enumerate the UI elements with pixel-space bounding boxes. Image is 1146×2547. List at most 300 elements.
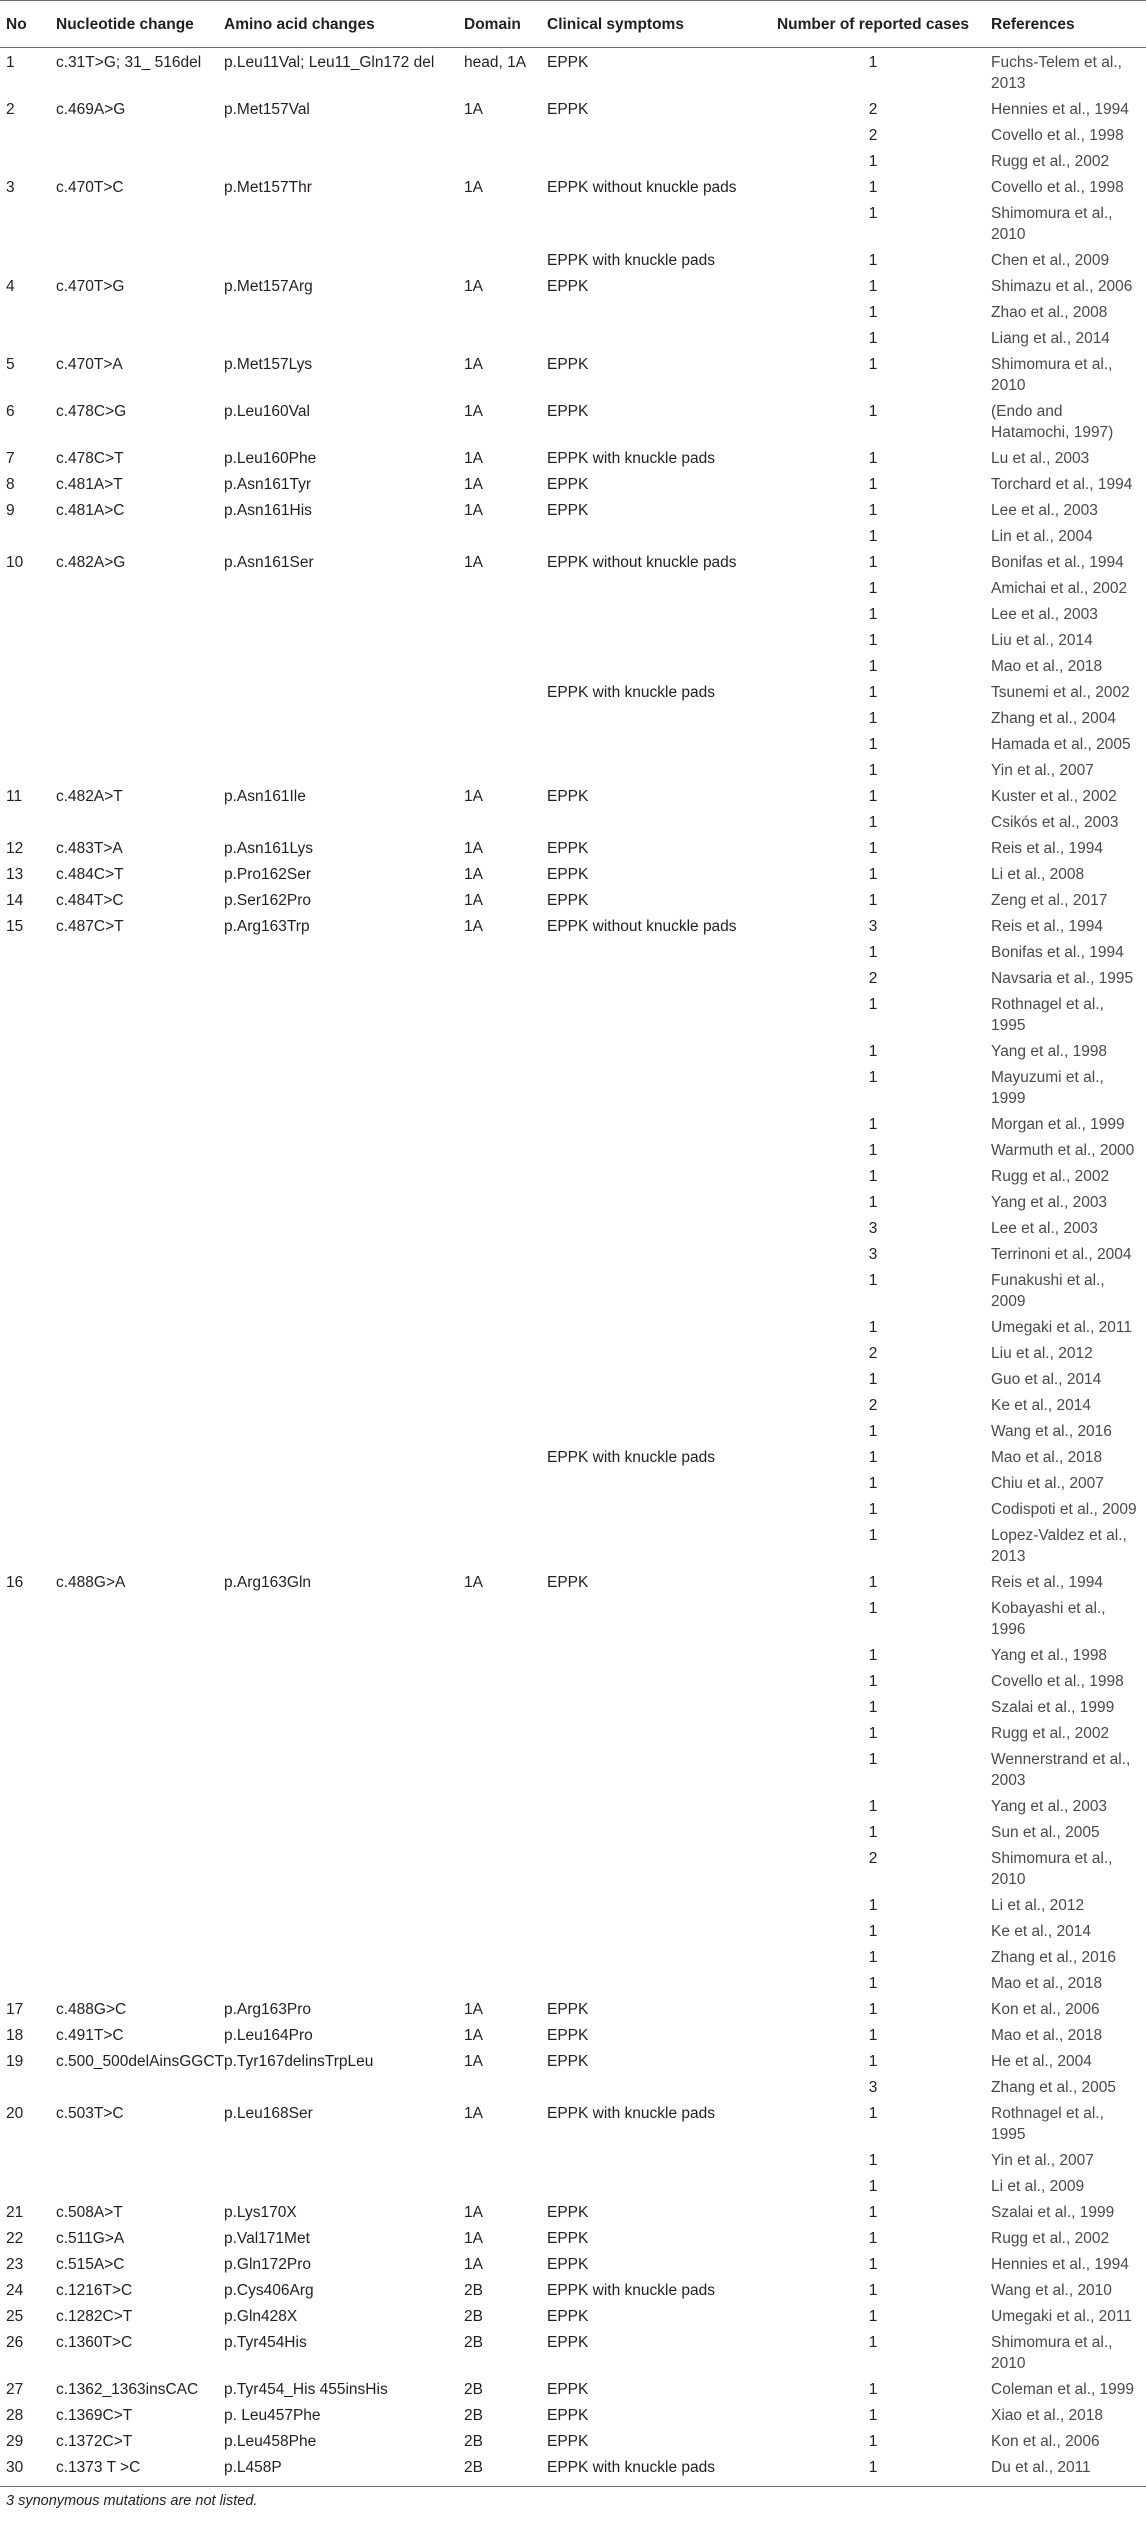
cell-clinical-symptoms: EPPK: [547, 2204, 589, 2221]
cell-amino-acid-changes: [218, 2146, 458, 2172]
cell-reported-cases: 1: [868, 1272, 878, 1289]
table-row: [0, 990, 1146, 1037]
cell-nucleotide-change: [50, 1214, 218, 1240]
cell-nucleotide-change: [50, 626, 218, 652]
cell-nucleotide-change: [50, 1443, 218, 1469]
cell-nucleotide-change: [50, 1693, 218, 1719]
cell-reported-cases: 1: [868, 153, 878, 170]
cell-reported-cases: 1: [868, 1824, 878, 1841]
cell-clinical-symptoms: [541, 1240, 761, 1266]
cell-amino-acid-changes: [218, 1162, 458, 1188]
cell-reference: Yin et al., 2007: [991, 2152, 1094, 2169]
cell-clinical-symptoms: EPPK with knuckle pads: [547, 450, 716, 467]
cell-domain: [458, 1792, 541, 1818]
cell-amino-acid-changes: p.Met157Arg: [224, 278, 313, 295]
cell-clinical-symptoms: [541, 730, 761, 756]
cell-clinical-symptoms: EPPK: [547, 866, 589, 883]
table-row: [0, 574, 1146, 600]
table-row: [0, 2073, 1146, 2099]
cell-clinical-symptoms: [541, 2172, 761, 2198]
cell-clinical-symptoms: [541, 1469, 761, 1495]
cell-clinical-symptoms: EPPK without knuckle pads: [547, 179, 737, 196]
cell-amino-acid-changes: [218, 147, 458, 173]
cell-no: [0, 1266, 50, 1313]
cell-reference: Chiu et al., 2007: [991, 1475, 1104, 1492]
table-footnote: 3 synonymous mutations are not listed.: [6, 2493, 258, 2509]
cell-domain: [458, 1188, 541, 1214]
table-row: [0, 95, 1146, 121]
cell-clinical-symptoms: [541, 704, 761, 730]
cell-reported-cases: 1: [868, 356, 878, 373]
cell-clinical-symptoms: [541, 1266, 761, 1313]
cell-clinical-symptoms: [541, 2073, 761, 2099]
cell-clinical-symptoms: [541, 1719, 761, 1745]
cell-domain: [458, 1063, 541, 1110]
cell-nucleotide-change: c.1360T>C: [56, 2334, 133, 2351]
cell-domain: [458, 121, 541, 147]
cell-reference: Mao et al., 2018: [991, 1975, 1103, 1992]
cell-reported-cases: 1: [868, 205, 878, 222]
cell-reported-cases: 2: [868, 970, 878, 987]
cell-no: [0, 1719, 50, 1745]
table-row: [0, 1365, 1146, 1391]
cell-nucleotide-change: [50, 1792, 218, 1818]
cell-reference: Szalai et al., 1999: [991, 1699, 1115, 1716]
cell-amino-acid-changes: p.Arg163Trp: [224, 918, 310, 935]
cell-domain: [458, 522, 541, 548]
cell-no: 21: [6, 2204, 24, 2221]
cell-no: 27: [6, 2381, 24, 2398]
cell-reference: Covello et al., 1998: [991, 179, 1124, 196]
cell-reported-cases: 1: [868, 330, 878, 347]
cell-reported-cases: 1: [868, 2407, 878, 2424]
cell-reference: Wang et al., 2010: [991, 2282, 1112, 2299]
cell-no: 2: [6, 101, 15, 118]
cell-amino-acid-changes: p.Asn161Lys: [224, 840, 314, 857]
table-row: [0, 1266, 1146, 1313]
cell-nucleotide-change: [50, 600, 218, 626]
cell-clinical-symptoms: EPPK without knuckle pads: [547, 554, 737, 571]
table-row: [0, 1443, 1146, 1469]
table-row: [0, 1891, 1146, 1917]
cell-amino-acid-changes: p.Arg163Pro: [224, 2001, 312, 2018]
cell-amino-acid-changes: p. Leu457Phe: [224, 2407, 321, 2424]
cell-clinical-symptoms: [541, 1136, 761, 1162]
cell-no: [0, 1594, 50, 1641]
cell-domain: 1A: [464, 2230, 483, 2247]
cell-clinical-symptoms: [541, 1162, 761, 1188]
cell-domain: 1A: [464, 554, 483, 571]
cell-amino-acid-changes: [218, 1214, 458, 1240]
cell-no: [0, 1313, 50, 1339]
cell-no: 13: [6, 866, 24, 883]
header-nucleotide-change: Nucleotide change: [50, 1, 218, 48]
cell-no: [0, 808, 50, 834]
cell-clinical-symptoms: EPPK: [547, 2001, 589, 2018]
cell-amino-acid-changes: [218, 1641, 458, 1667]
cell-reported-cases: 1: [868, 1647, 878, 1664]
cell-domain: 2B: [464, 2407, 483, 2424]
cell-amino-acid-changes: [218, 2172, 458, 2198]
cell-reported-cases: 1: [868, 1923, 878, 1940]
cell-no: [0, 756, 50, 782]
table-row: [0, 1844, 1146, 1891]
cell-clinical-symptoms: [541, 1667, 761, 1693]
cell-domain: [458, 808, 541, 834]
cell-reported-cases: 1: [868, 1501, 878, 1518]
table-row: [0, 2021, 1146, 2047]
cell-clinical-symptoms: [541, 147, 761, 173]
cell-reported-cases: 1: [868, 450, 878, 467]
cell-domain: [458, 2172, 541, 2198]
cell-reported-cases: 1: [868, 580, 878, 597]
cell-domain: [458, 298, 541, 324]
cell-reported-cases: 1: [868, 1574, 878, 1591]
cell-reported-cases: 1: [868, 788, 878, 805]
cell-no: 4: [6, 278, 15, 295]
cell-amino-acid-changes: [218, 1188, 458, 1214]
cell-reference: Yang et al., 2003: [991, 1798, 1108, 1815]
cell-no: [0, 1417, 50, 1443]
cell-reported-cases: 1: [868, 2001, 878, 2018]
table-row: [0, 1917, 1146, 1943]
cell-no: [0, 1969, 50, 1995]
cell-no: [0, 2172, 50, 2198]
cell-reported-cases: 1: [868, 606, 878, 623]
cell-amino-acid-changes: p.Met157Val: [224, 101, 310, 118]
table-row: [0, 1240, 1146, 1266]
cell-clinical-symptoms: [541, 1745, 761, 1792]
cell-domain: [458, 1693, 541, 1719]
table-row: [0, 1719, 1146, 1745]
cell-no: 29: [6, 2433, 24, 2450]
table-row: [0, 522, 1146, 548]
cell-no: 3: [6, 179, 15, 196]
cell-amino-acid-changes: [218, 1943, 458, 1969]
cell-domain: [458, 938, 541, 964]
cell-no: 19: [6, 2053, 24, 2070]
cell-domain: [458, 1417, 541, 1443]
cell-amino-acid-changes: [218, 1844, 458, 1891]
cell-domain: [458, 1745, 541, 1792]
cell-no: [0, 1641, 50, 1667]
cell-reference: Xiao et al., 2018: [991, 2407, 1104, 2424]
cell-amino-acid-changes: p.Asn161His: [224, 502, 312, 519]
table-row: [0, 324, 1146, 350]
cell-nucleotide-change: c.481A>T: [56, 476, 123, 493]
cell-amino-acid-changes: [218, 324, 458, 350]
cell-reference: Liang et al., 2014: [991, 330, 1110, 347]
cell-domain: 1A: [464, 502, 483, 519]
table-row: [0, 350, 1146, 397]
cell-nucleotide-change: c.482A>T: [56, 788, 123, 805]
cell-reported-cases: 1: [868, 1194, 878, 1211]
cell-no: [0, 1745, 50, 1792]
cell-clinical-symptoms: EPPK: [547, 356, 589, 373]
cell-nucleotide-change: [50, 522, 218, 548]
cell-clinical-symptoms: EPPK: [547, 502, 589, 519]
cell-amino-acid-changes: [218, 808, 458, 834]
cell-clinical-symptoms: EPPK: [547, 2256, 589, 2273]
cell-clinical-symptoms: EPPK with knuckle pads: [547, 1449, 716, 1466]
cell-domain: [458, 1667, 541, 1693]
cell-nucleotide-change: [50, 1417, 218, 1443]
cell-reported-cases: 1: [868, 762, 878, 779]
cell-reference: Coleman et al., 1999: [991, 2381, 1135, 2398]
cell-domain: [458, 652, 541, 678]
cell-clinical-symptoms: EPPK: [547, 54, 589, 71]
cell-clinical-symptoms: [541, 1693, 761, 1719]
cell-nucleotide-change: c.1362_1363insCAC: [56, 2381, 199, 2398]
cell-reported-cases: 1: [868, 710, 878, 727]
table-row: [0, 938, 1146, 964]
cell-reference: Umegaki et al., 2011: [991, 2308, 1133, 2325]
cell-reference: Rugg et al., 2002: [991, 153, 1110, 170]
cell-amino-acid-changes: [218, 756, 458, 782]
cell-reference: Yin et al., 2007: [991, 762, 1094, 779]
table-row: [0, 652, 1146, 678]
cell-domain: [458, 1266, 541, 1313]
header-reported-cases: Number of reported cases: [761, 1, 985, 48]
table-row: [0, 1495, 1146, 1521]
cell-nucleotide-change: c.469A>G: [56, 101, 126, 118]
cell-reference: Yang et al., 2003: [991, 1194, 1108, 1211]
cell-clinical-symptoms: [541, 1037, 761, 1063]
cell-domain: [458, 2073, 541, 2099]
cell-nucleotide-change: c.491T>C: [56, 2027, 124, 2044]
cell-no: 24: [6, 2282, 24, 2299]
cell-reported-cases: 1: [868, 1449, 878, 1466]
cell-amino-acid-changes: [218, 626, 458, 652]
cell-reported-cases: 1: [868, 1673, 878, 1690]
cell-amino-acid-changes: p.Leu11Val; Leu11_Gln172 del: [224, 54, 435, 71]
cell-reference: Zhang et al., 2005: [991, 2079, 1116, 2096]
cell-domain: 1A: [464, 179, 483, 196]
cell-clinical-symptoms: EPPK with knuckle pads: [547, 2282, 716, 2299]
cell-reported-cases: 1: [868, 944, 878, 961]
cell-amino-acid-changes: [218, 704, 458, 730]
cell-reference: He et al., 2004: [991, 2053, 1092, 2070]
cell-nucleotide-change: c.478C>G: [56, 403, 127, 420]
cell-no: 17: [6, 2001, 24, 2018]
cell-clinical-symptoms: EPPK: [547, 2334, 589, 2351]
cell-nucleotide-change: c.503T>C: [56, 2105, 124, 2122]
table-row: [0, 808, 1146, 834]
cell-reference: Mao et al., 2018: [991, 658, 1103, 675]
cell-domain: [458, 704, 541, 730]
table-row: [0, 730, 1146, 756]
cell-reported-cases: 1: [868, 252, 878, 269]
cell-no: 25: [6, 2308, 24, 2325]
cell-nucleotide-change: [50, 1844, 218, 1891]
table-row: [0, 1969, 1146, 1995]
cell-clinical-symptoms: [541, 626, 761, 652]
cell-reference: Csikós et al., 2003: [991, 814, 1119, 831]
cell-amino-acid-changes: p.Leu164Pro: [224, 2027, 313, 2044]
cell-nucleotide-change: [50, 1037, 218, 1063]
cell-domain: [458, 600, 541, 626]
cell-nucleotide-change: [50, 1063, 218, 1110]
cell-no: 26: [6, 2334, 24, 2351]
cell-reference: Amichai et al., 2002: [991, 580, 1128, 597]
cell-reference: Kon et al., 2006: [991, 2001, 1100, 2018]
cell-no: [0, 1063, 50, 1110]
cell-reference: Reis et al., 1994: [991, 1574, 1104, 1591]
cell-clinical-symptoms: [541, 1188, 761, 1214]
cell-reference: Yang et al., 1998: [991, 1647, 1108, 1664]
cell-reported-cases: 3: [868, 2079, 878, 2096]
table-row: [0, 2427, 1146, 2453]
cell-reference: Zeng et al., 2017: [991, 892, 1108, 909]
cell-reported-cases: 1: [868, 1168, 878, 1185]
cell-no: [0, 1443, 50, 1469]
cell-domain: [458, 1844, 541, 1891]
cell-reported-cases: 1: [868, 736, 878, 753]
cell-domain: [458, 1917, 541, 1943]
cell-reported-cases: 1: [868, 840, 878, 857]
cell-nucleotide-change: c.482A>G: [56, 554, 126, 571]
cell-no: [0, 1844, 50, 1891]
cell-nucleotide-change: [50, 199, 218, 246]
cell-nucleotide-change: [50, 1110, 218, 1136]
cell-nucleotide-change: c.515A>C: [56, 2256, 125, 2273]
header-clinical-symptoms: Clinical symptoms: [541, 1, 761, 48]
cell-reference: Liu et al., 2012: [991, 1345, 1093, 1362]
cell-amino-acid-changes: p.Leu458Phe: [224, 2433, 317, 2450]
cell-nucleotide-change: [50, 938, 218, 964]
cell-amino-acid-changes: [218, 1136, 458, 1162]
cell-nucleotide-change: [50, 990, 218, 1037]
cell-reported-cases: 1: [868, 1527, 878, 1544]
cell-no: [0, 199, 50, 246]
cell-amino-acid-changes: [218, 522, 458, 548]
header-amino-acid-changes: Amino acid changes: [218, 1, 458, 48]
cell-domain: [458, 1240, 541, 1266]
cell-domain: [458, 199, 541, 246]
cell-reference: Rugg et al., 2002: [991, 2230, 1110, 2247]
cell-nucleotide-change: c.508A>T: [56, 2204, 123, 2221]
cell-no: 18: [6, 2027, 24, 2044]
cell-domain: 2B: [464, 2433, 483, 2450]
cell-clinical-symptoms: EPPK with knuckle pads: [547, 684, 716, 701]
table-row: [0, 1667, 1146, 1693]
table-row: [0, 834, 1146, 860]
cell-domain: 2B: [458, 2453, 541, 2487]
cell-clinical-symptoms: [541, 574, 761, 600]
cell-no: [0, 246, 50, 272]
cell-reported-cases: 3: [868, 1246, 878, 1263]
cell-no: [0, 1469, 50, 1495]
table-row: [0, 1110, 1146, 1136]
cell-no: 28: [6, 2407, 24, 2424]
cell-reported-cases: 1: [868, 502, 878, 519]
cell-reported-cases: 1: [868, 2204, 878, 2221]
cell-clinical-symptoms: EPPK: [547, 2433, 589, 2450]
table-row: [0, 1469, 1146, 1495]
cell-reference: Navsaria et al., 1995: [991, 970, 1134, 987]
cell-reference: Codispoti et al., 2009: [991, 1501, 1137, 1518]
cell-reference: Lee et al., 2003: [991, 502, 1098, 519]
cell-clinical-symptoms: [541, 1063, 761, 1110]
cell-reference: Morgan et al., 1999: [991, 1116, 1125, 1133]
table-row: [0, 782, 1146, 808]
cell-reference: Tsunemi et al., 2002: [991, 684, 1130, 701]
cell-amino-acid-changes: [218, 1339, 458, 1365]
cell-clinical-symptoms: [541, 1844, 761, 1891]
cell-domain: [458, 1162, 541, 1188]
cell-domain: 2B: [464, 2334, 483, 2351]
cell-no: [0, 574, 50, 600]
cell-clinical-symptoms: [541, 1391, 761, 1417]
cell-no: [0, 1943, 50, 1969]
cell-amino-acid-changes: p.Tyr167delinsTrpLeu: [224, 2053, 374, 2070]
table-row: [0, 2224, 1146, 2250]
cell-nucleotide-change: [50, 730, 218, 756]
cell-no: [0, 1188, 50, 1214]
cell-clinical-symptoms: [541, 1891, 761, 1917]
cell-amino-acid-changes: [218, 1969, 458, 1995]
cell-reported-cases: 3: [868, 1220, 878, 1237]
cell-no: [0, 1521, 50, 1568]
cell-amino-acid-changes: [218, 1495, 458, 1521]
cell-nucleotide-change: [50, 1818, 218, 1844]
cell-amino-acid-changes: [218, 1365, 458, 1391]
cell-clinical-symptoms: [541, 1594, 761, 1641]
cell-domain: 1A: [464, 403, 483, 420]
table-header-row: [0, 1, 1146, 48]
cell-no: 22: [6, 2230, 24, 2247]
cell-no: [0, 324, 50, 350]
cell-reference: (Endo and Hatamochi, 1997): [991, 403, 1114, 441]
cell-reference: Wang et al., 2016: [991, 1423, 1112, 1440]
cell-no: [0, 1136, 50, 1162]
cell-no: [0, 626, 50, 652]
cell-domain: [458, 324, 541, 350]
cell-reference: Ke et al., 2014: [991, 1397, 1091, 1414]
table-row: [0, 121, 1146, 147]
cell-amino-acid-changes: [218, 1693, 458, 1719]
cell-clinical-symptoms: EPPK: [547, 788, 589, 805]
cell-domain: 1A: [464, 278, 483, 295]
cell-reported-cases: 1: [868, 1949, 878, 1966]
cell-amino-acid-changes: p.Tyr454His: [224, 2334, 307, 2351]
cell-domain: [458, 1719, 541, 1745]
cell-reported-cases: 1: [761, 2453, 985, 2487]
cell-clinical-symptoms: EPPK: [547, 2407, 589, 2424]
table-row: [0, 1313, 1146, 1339]
cell-domain: [458, 1594, 541, 1641]
cell-nucleotide-change: [50, 1594, 218, 1641]
cell-domain: 2B: [464, 2282, 483, 2299]
cell-reference: Wennerstrand et al., 2003: [991, 1751, 1131, 1789]
cell-reference: Kuster et al., 2002: [991, 788, 1117, 805]
cell-nucleotide-change: [50, 574, 218, 600]
cell-amino-acid-changes: [218, 1667, 458, 1693]
cell-reference: Sun et al., 2005: [991, 1824, 1100, 1841]
cell-amino-acid-changes: [218, 298, 458, 324]
cell-reference: Shimomura et al., 2010: [991, 205, 1113, 243]
cell-reference: Torchard et al., 1994: [991, 476, 1133, 493]
cell-nucleotide-change: [50, 1365, 218, 1391]
cell-reported-cases: 1: [868, 1897, 878, 1914]
table-row: [0, 1521, 1146, 1568]
cell-domain: 2B: [464, 2308, 483, 2325]
cell-reported-cases: 1: [868, 403, 878, 420]
cell-reported-cases: 1: [868, 814, 878, 831]
cell-domain: [458, 678, 541, 704]
cell-nucleotide-change: c.478C>T: [56, 450, 124, 467]
table-row: [0, 1214, 1146, 1240]
